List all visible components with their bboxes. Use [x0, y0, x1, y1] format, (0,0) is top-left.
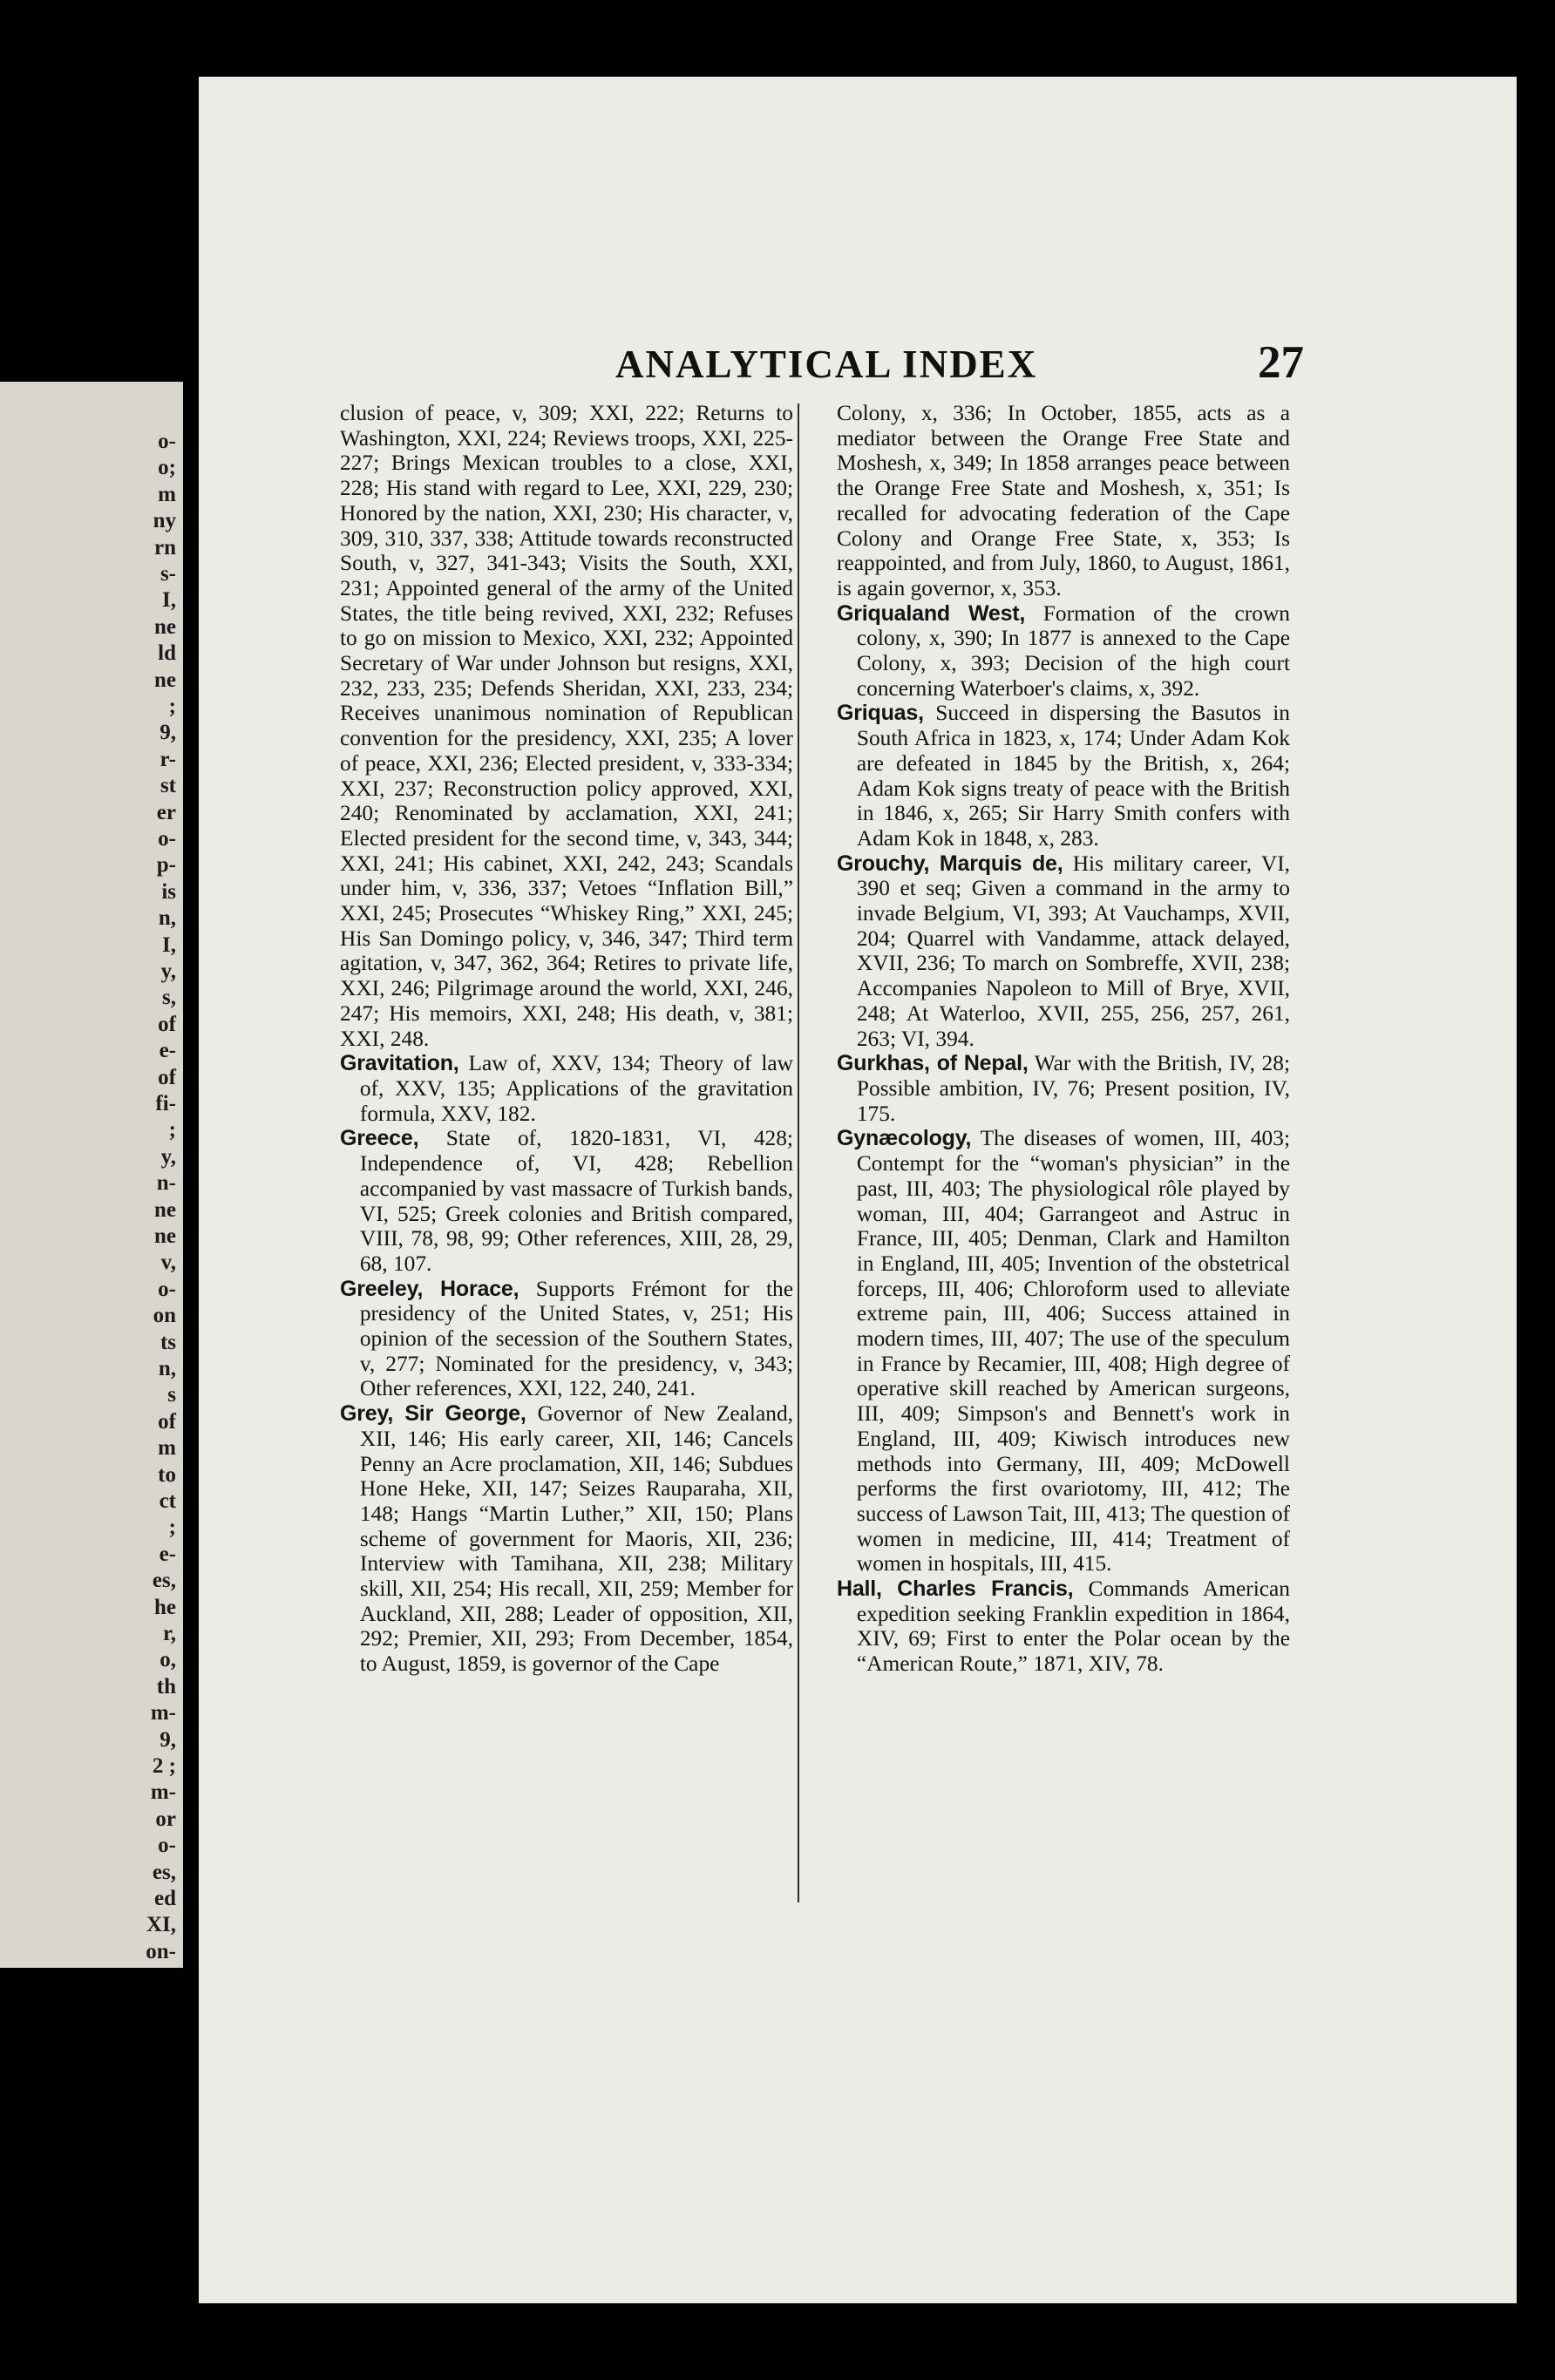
previous-page-fragment: ny: [153, 509, 176, 533]
index-headword: Griqualand West,: [837, 600, 1026, 626]
previous-page-fragment: to: [158, 1462, 176, 1487]
previous-page-fragment: o-: [158, 1834, 176, 1858]
index-entry: [837, 701, 1290, 851]
index-entry: [837, 1576, 1290, 1677]
previous-page-fragment: ne: [154, 1197, 176, 1222]
index-entry: [837, 1126, 1290, 1576]
previous-page-fragment: ct: [159, 1489, 176, 1513]
previous-page-fragment: m: [158, 1436, 176, 1461]
previous-page-fragment: on-: [146, 1939, 176, 1963]
previous-page-fragment: ;: [168, 1515, 176, 1540]
index-entry-text: Commands American expedition seeking Franklin expedition in 1864, XIV, 69; First to enter the Polar ocean by the “American Route,” 1871, XIV, 78.: [856, 1576, 1290, 1677]
previous-page-fragment: m: [158, 482, 176, 506]
index-entry: [837, 1051, 1290, 1126]
previous-page-fragment: fi-: [155, 1092, 176, 1115]
index-entry-text: Colony, x, 336; In October, 1855, acts as a mediator between the Orange Free State and Moshesh, x, 349; In 1858 arranges peace between the Orange Free State and Moshesh, x, 351; Is recalled for advocating federation of the Cape Colony and Orange Free State, x, 353; Is reappointed, and from July, 1860, to August, 1861, is again governor, x, 353.: [837, 401, 1290, 600]
previous-page-fragment: I,: [162, 588, 176, 613]
index-headword: Grey, Sir George,: [340, 1401, 526, 1427]
previous-page-fragment: y,: [160, 959, 176, 983]
previous-page-fragment: XI,: [146, 1913, 176, 1937]
index-entry-text: His military career, VI, 390 et seq; Given a command in the army to invade Belgium, VI, 393; At Vauchamps, XVII, 204; Quarrel with Vandamme, attack delayed, XVII, 236; To march on Sombreffe, XVII, 238; Accompanies Napoleon to Mill of Brye, XVII, 248; At Waterloo, XVII, 255, 256, 257, 261, 263; VI, 394.: [856, 851, 1290, 1051]
index-entry-text: Law of, XXV, 134; Theory of law of, XXV, 135; Applications of the gravitation formula, XXV, 182.: [359, 1051, 793, 1126]
previous-page-fragment: n,: [158, 1357, 176, 1380]
previous-page-fragment: e-: [159, 1542, 176, 1566]
index-entry: [837, 401, 1290, 601]
previous-page-fragment: y,: [160, 1144, 176, 1169]
index-headword: Gynæcology,: [837, 1126, 972, 1151]
previous-page-fragment: ed: [154, 1887, 176, 1910]
index-entry-text: The diseases of women, III, 403; Contempt for the “woman's physician” in the past, III, 403; The physiological rôle played by woman, III, 404; Garrangeot and Astruc in France, III, 405; Denman, Clark and Hamilton in England, III, 405; Invention of the obstetrical forceps, III, 406; Chloroform used to alleviate extreme pain, III, 406; Success attained in modern times, III, 407; The use of the speculum in France by Recamier, III, 408; High degree of operative skill reached by American surgeons, III, 409; Simpson's and Bennett's work in England, III, 409; Kiwisch introduces new methods into Germany, III, 409; McDowell performs the first ovariotomy, III, 412; The success of Lawson Tait, III, 413; The question of women in medicine, III, 414; Treatment of women in hospitals, III, 415.: [856, 1126, 1290, 1576]
previous-page-fragment: rn: [154, 535, 176, 559]
index-entry: [340, 1277, 793, 1402]
previous-page-fragment: ;: [168, 1118, 176, 1143]
previous-page-fragment: o,: [160, 1648, 176, 1672]
previous-page-fragment: o;: [158, 456, 176, 480]
index-entry-text: clusion of peace, v, 309; XXI, 222; Returns to Washington, XXI, 224; Reviews troops, XXI, 225-227; Brings Mexican troubles to a close, XXI, 228; His stand with regard to Lee, XXI, 229, 230; Honored by the nation, XXI, 230; His character, v, 309, 310, 337, 338; Attitude towards reconstructed South, v, 327, 341-343; Visits the South, XXI, 231; Appointed general of the army of the United States, the title being revived, XXI, 232; Refuses to go on mission to Mexico, XXI, 232; Appointed Secretary of War under Johnson but resigns, XXI, 232, 233, 235; Defends Sheridan, XXI, 233, 234; Receives unanimous nomination of Republican convention for the presidency, XXI, 235; A lover of peace, XXI, 236; Elected president, v, 333-334; XXI, 237; Reconstruction policy approved, XXI, 240; Renominated by acclamation, XXI, 241; Elected president for the second time, v, 343, 344; XXI, 241; His cabinet, XXI, 242, 243; Scandals under him, v, 336, 337; Vetoes “Inflation Bill,” XXI, 245; Prosecutes “Whiskey Ring,” XXI, 245; His San Domingo policy, v, 346, 347; Third term agitation, v, 347, 362, 364; Retires to private life, XXI, 246; Pilgrimage around the world, XXI, 246, 247; His memoirs, XXI, 248; His death, v, 381; XXI, 248.: [340, 401, 793, 1051]
previous-page-fragment: ;: [168, 695, 176, 718]
running-header-title: ANALYTICAL INDEX: [615, 342, 1038, 386]
previous-page-fragment: st: [160, 774, 176, 798]
previous-page-fragment: ts: [160, 1330, 176, 1354]
previous-page-fragment: th: [156, 1674, 176, 1699]
index-headword: Hall, Charles Francis,: [837, 1576, 1074, 1602]
index-headword: Grouchy, Marquis de,: [837, 851, 1063, 876]
previous-page-fragment: 2 ;: [152, 1754, 176, 1778]
previous-page-fragment: e-: [159, 1039, 176, 1063]
index-entry: [340, 1126, 793, 1276]
previous-page-fragment: r-: [160, 747, 176, 771]
previous-page-fragment: ne: [154, 614, 176, 639]
index-headword: Greeley, Horace,: [340, 1276, 519, 1301]
index-entry-text: Supports Frémont for the presidency of the United States, v, 251; His opinion of the secession of the Southern States, v, 277; Nominated for the presidency, v, 343; Other references, XXI, 122, 240, 241.: [359, 1276, 793, 1401]
previous-page-fragment: o-: [158, 430, 176, 453]
previous-page-fragment: or: [155, 1807, 176, 1831]
previous-page-fragment: p-: [156, 853, 176, 878]
previous-page-fragment: n-: [156, 1171, 176, 1196]
previous-page-fragment: he: [154, 1595, 176, 1619]
previous-page-fragment: of: [158, 1065, 176, 1089]
previous-page-fragment: m-: [150, 1701, 176, 1726]
previous-page-fragment: of: [158, 1409, 176, 1434]
previous-page-fragment: ne: [154, 1224, 176, 1248]
index-headword: Gurkhas, of Nepal,: [837, 1051, 1029, 1076]
previous-page-fragment: r,: [162, 1622, 176, 1645]
column-divider: [798, 403, 799, 1902]
index-entry: [837, 851, 1290, 1052]
index-headword: Griquas,: [837, 701, 924, 726]
index-entry: [340, 1401, 793, 1677]
previous-page-fragment: es,: [152, 1569, 176, 1593]
previous-page-fragment: of: [158, 1012, 176, 1036]
previous-page-fragment: 9,: [160, 1727, 176, 1752]
index-entry-text: Succeed in dispersing the Basutos in South Africa in 1823, x, 174; Under Adam Kok are defeated in 1845 by the British, x, 264; Adam Kok signs treaty of peace with the British in 1846, x, 265; Sir Harry Smith confers with Adam Kok in 1848, x, 283.: [856, 701, 1290, 851]
previous-page-fragment: on: [153, 1304, 176, 1328]
previous-page-fragment: er: [156, 800, 176, 824]
previous-page-sliver: [0, 382, 183, 1968]
index-entry-text: Formation of the crown colony, x, 390; In 1877 is annexed to the Cape Colony, x, 393; Decision of the high court concerning Waterboer's claims, x, 392.: [856, 600, 1290, 701]
previous-page-fragment: s-: [160, 562, 176, 586]
index-entry: [837, 601, 1290, 702]
index-headword: Greece,: [340, 1126, 419, 1151]
previous-page-fragment: I,: [162, 932, 176, 957]
previous-page-fragment: m-: [150, 1780, 176, 1805]
previous-page-fragment: v,: [160, 1251, 176, 1275]
page-number: 27: [1258, 337, 1304, 388]
previous-page-fragment: 9,: [160, 721, 176, 745]
index-headword: Gravitation,: [340, 1051, 459, 1076]
previous-page-fragment: o-: [158, 1277, 176, 1301]
index-entry-text: State of, 1820-1831, VI, 428; Independence of, VI, 428; Rebellion accompanied by vast massacre of Turkish bands, VI, 525; Greek colonies and British compared, VIII, 78, 98, 99; Other references, XIII, 28, 29, 68, 107.: [359, 1126, 793, 1276]
previous-page-fragment: n,: [158, 906, 176, 931]
book-page: [199, 77, 1517, 2303]
index-column-left: [340, 401, 793, 1917]
index-entry: [340, 1051, 793, 1126]
index-column-right: [837, 401, 1290, 1917]
previous-page-fragment: s,: [162, 986, 176, 1010]
index-entry: [340, 401, 793, 1051]
index-entry-text: War with the British, IV, 28; Possible ambition, IV, 76; Present position, IV, 175.: [856, 1051, 1290, 1126]
previous-page-fragment: is: [161, 879, 176, 904]
previous-page-fragment: o-: [158, 827, 176, 851]
index-entry-text: Governor of New Zealand, XII, 146; His early career, XII, 146; Cancels Penny an Acre proclamation, XII, 146; Subdues Hone Heke, XII, 147; Seizes Rauparaha, XII, 148; Hangs “Martin Luther,” XII, 150; Plans scheme of government for Maoris, XII, 236; Interview with Tamihana, XII, 238; Military skill, XII, 254; His recall, XII, 259; Member for Auckland, XII, 288; Leader of opposition, XII, 292; Premier, XII, 293; From December, 1854, to August, 1859, is governor of the Cape: [359, 1401, 793, 1677]
previous-page-fragment: es,: [152, 1860, 176, 1884]
previous-page-fragment: ne: [154, 668, 176, 692]
previous-page-fragment: s: [167, 1383, 176, 1407]
previous-page-fragment: ld: [158, 641, 176, 666]
